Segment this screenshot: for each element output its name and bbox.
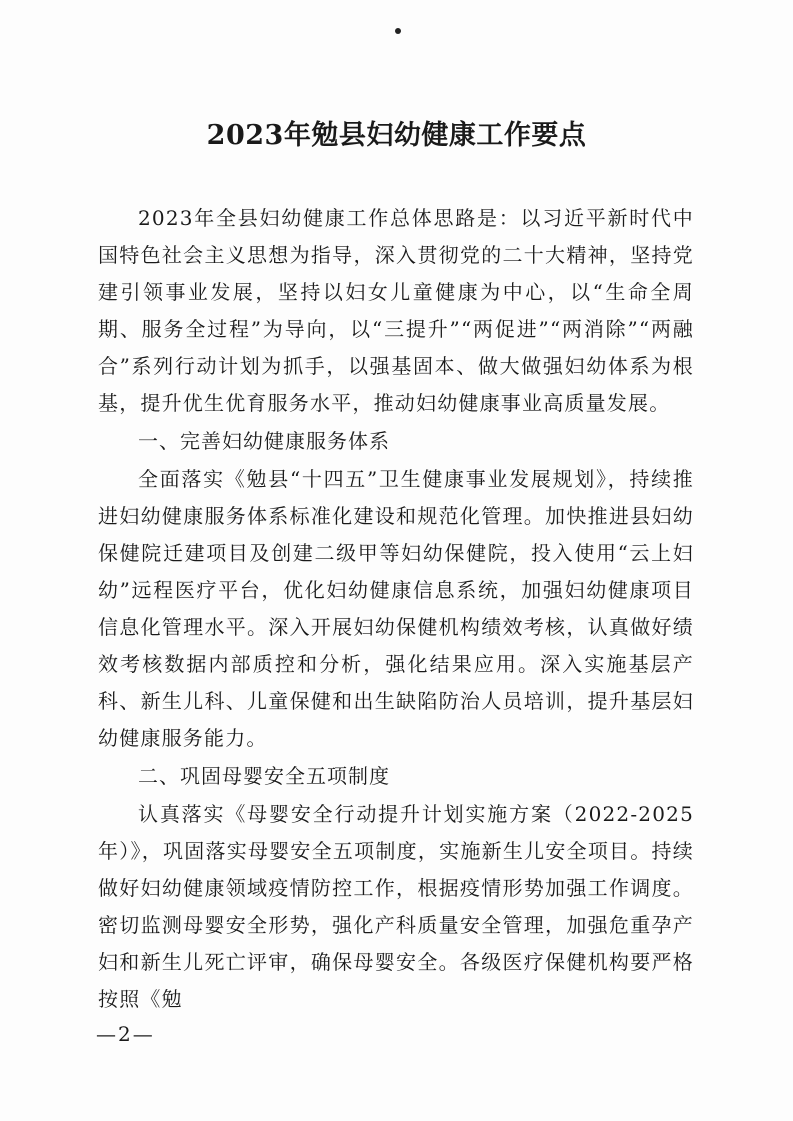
document-title: 2023年勉县妇幼健康工作要点: [206, 120, 587, 151]
section-paragraph-2: 认真落实《母婴安全行动提升计划实施方案（2022-2025年）》，巩固落实母婴安全五项制度，实施新生儿安全项目。持续做好妇幼健康领域疫情防控工作，根据疫情形势加强工作调度。密切监测母婴安全形势，强化产科质量安全管理，加强危重孕产妇和新生儿死亡评审，确保母婴安全。各级医疗保健机构要严格按照《勉: [98, 802, 694, 1011]
intro-paragraph: 2023年全县妇幼健康工作总体思路是：以习近平新时代中国特色社会主义思想为指导，深入贯彻党的二十大精神，坚持党建引领事业发展，坚持以妇女儿童健康为中心，以“生命全周期、服务全过程”为导向，以“三提升”“两促进”“两消除”“两融合”系列行动计划为抓手，以强基固本、做大做强妇幼体系为根基，提升优生优育服务水平，推动妇幼健康事业高质量发展。: [98, 206, 694, 415]
section-paragraph-1: 全面落实《勉县“十四五”卫生健康事业发展规划》，持续推进妇幼健康服务体系标准化建设和规范化管理。加快推进县妇幼保健院迁建项目及创建二级甲等妇幼保健院，投入使用“云上妇幼”远程医疗平台，优化妇幼健康信息系统，加强妇幼健康项目信息化管理水平。深入开展妇幼保健机构绩效考核，认真做好绩效考核数据内部质控和分析，强化结果应用。深入实施基层产科、新生儿科、儿童保健和出生缺陷防治人员培训，提升基层妇幼健康服务能力。: [98, 467, 694, 750]
section-heading-2: 二、巩固母婴安全五项制度: [138, 764, 390, 788]
binding-mark: [395, 28, 401, 34]
section-heading-1: 一、完善妇幼健康服务体系: [138, 429, 390, 453]
document-body: [98, 200, 694, 1018]
page-number: —2—: [96, 1022, 155, 1046]
